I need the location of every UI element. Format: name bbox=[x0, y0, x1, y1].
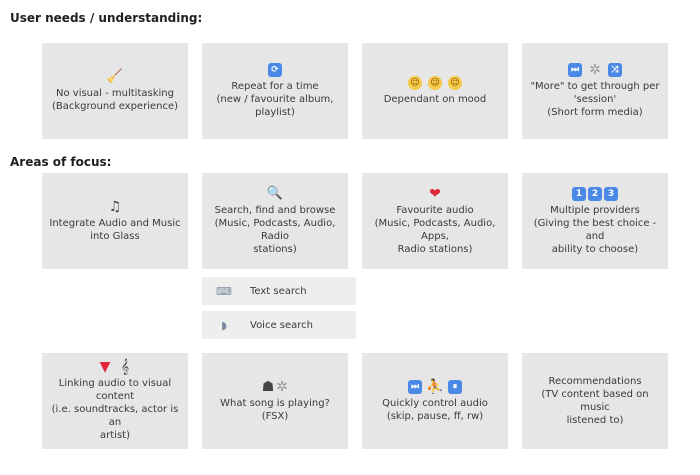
card-text: Quickly control audio (skip, pause, ff, rw) bbox=[382, 397, 488, 422]
card-linking-audio bbox=[42, 353, 188, 449]
number-1-icon: 1 bbox=[572, 187, 586, 201]
pause-icon: ⏸ bbox=[448, 380, 462, 394]
card-text: Linking audio to visual content (i.e. soundtracks, actor is an artist) bbox=[51, 378, 179, 441]
text-search-label: Text search bbox=[250, 285, 307, 297]
card-quickly-control-audio bbox=[362, 353, 508, 449]
card-text: Repeat for a time (new / favourite album, playlist) bbox=[216, 81, 334, 118]
card-recommendations bbox=[522, 353, 668, 449]
card-favourite-audio bbox=[362, 173, 508, 269]
card-text: Favourite audio (Music, Podcasts, Audio, Apps, Radio stations) bbox=[374, 204, 496, 255]
card-multiple-providers bbox=[522, 173, 668, 269]
card-text: No visual - multitasking (Background experience) bbox=[51, 87, 179, 112]
text-search-option bbox=[202, 277, 356, 305]
grinning-face-icon: ☺ bbox=[408, 76, 422, 90]
card-mood bbox=[362, 43, 508, 139]
speaking-head-icon: ◗ bbox=[221, 318, 227, 332]
card-integrate-audio bbox=[42, 173, 188, 269]
magnifier-icon: 🔍 bbox=[266, 185, 284, 201]
card-text: Dependant on mood bbox=[383, 94, 487, 105]
number-2-icon: 2 bbox=[588, 187, 602, 201]
tongue-face-icon: ☺ bbox=[448, 76, 462, 90]
number-3-icon: 3 bbox=[604, 187, 618, 201]
card-text: Integrate Audio and Music into Glass bbox=[49, 217, 181, 242]
card-text: What song is playing? (FSX) bbox=[220, 397, 330, 422]
next-track-icon: ⏭ bbox=[408, 380, 422, 394]
card-more-per-session bbox=[522, 43, 668, 139]
voice-search-label: Voice search bbox=[250, 319, 314, 331]
sprocket-icon: ✲ bbox=[589, 62, 601, 78]
running-person-icon: ⛹ bbox=[426, 378, 444, 395]
voice-search-option bbox=[202, 311, 356, 339]
card-repeat bbox=[202, 43, 348, 139]
party-face-icon: ☺ bbox=[428, 76, 442, 90]
card-what-song-playing bbox=[202, 353, 348, 449]
card-text: Search, find and browse (Music, Podcasts, Audio, Radio stations) bbox=[214, 204, 336, 255]
music-note-icon: ♫ bbox=[108, 198, 122, 215]
section-heading-areas-of-focus: Areas of focus: bbox=[10, 155, 112, 169]
next-track-icon: ⏭ bbox=[568, 63, 582, 77]
detective-icon: ☗ bbox=[261, 378, 275, 395]
popcorn-icon: ▼ bbox=[99, 359, 111, 375]
card-text: Recommendations (TV content based on music listened to) bbox=[541, 376, 649, 426]
repeat-icon: ⟳ bbox=[268, 63, 282, 77]
broom-icon: 🧹 bbox=[106, 68, 124, 84]
shuffle-icon: ⤨ bbox=[608, 63, 622, 77]
card-search-browse bbox=[202, 173, 348, 269]
music-score-icon: 𝄞 bbox=[120, 359, 130, 375]
keyboard-icon: ⌨ bbox=[216, 284, 232, 298]
card-text: "More" to get through per 'session' (Short form media) bbox=[530, 81, 660, 118]
heart-icon: ❤ bbox=[429, 185, 441, 202]
section-heading-user-needs: User needs / understanding: bbox=[10, 11, 203, 25]
card-no-visual bbox=[42, 43, 188, 139]
card-text: Multiple providers (Giving the best choice - and ability to choose) bbox=[533, 204, 657, 255]
sprocket-icon: ✲ bbox=[276, 378, 288, 395]
